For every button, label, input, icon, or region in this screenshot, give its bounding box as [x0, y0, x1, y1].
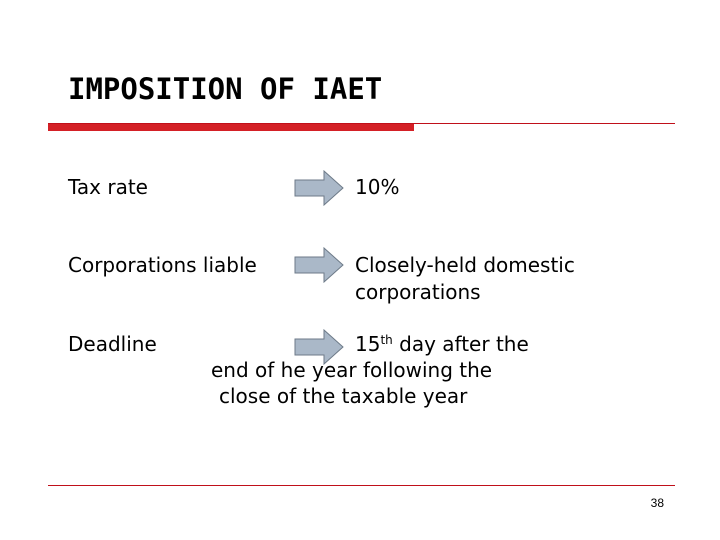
footer-divider-line	[48, 485, 675, 486]
deadline-value-line2: end of he year following the	[211, 358, 493, 382]
right-arrow-icon	[294, 170, 344, 206]
corporations-liable-label: Corporations liable	[68, 253, 257, 277]
page-number: 38	[650, 496, 664, 510]
deadline-label: Deadline	[68, 332, 157, 356]
right-arrow-icon	[294, 247, 344, 283]
corporations-liable-value-line2: corporations	[355, 280, 481, 304]
deadline-line1-rest: day after the	[392, 332, 529, 356]
deadline-day-ordinal: th	[380, 333, 393, 347]
tax-rate-value: 10%	[355, 175, 400, 199]
slide-title: IMPOSITION OF IAET	[68, 72, 383, 106]
deadline-day-number: 15	[355, 332, 381, 356]
corporations-liable-value-line1: Closely-held domestic	[355, 253, 575, 277]
title-accent-bar	[48, 124, 414, 131]
deadline-value-line1	[355, 331, 529, 357]
tax-rate-label: Tax rate	[68, 175, 148, 199]
deadline-value-line3: close of the taxable year	[219, 384, 468, 408]
